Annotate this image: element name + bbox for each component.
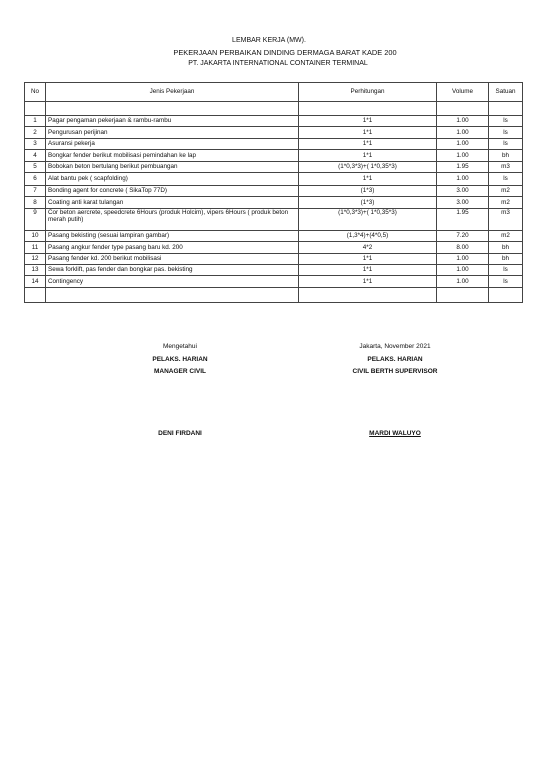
table-cell: 7.20: [437, 230, 489, 241]
table-cell: 1*1: [299, 253, 437, 264]
table-cell: Pasang fender kd. 200 berikut mobilisasi: [46, 253, 299, 264]
left-position: MANAGER CIVIL: [154, 368, 206, 375]
col-header-no: No: [25, 83, 46, 102]
right-signatory-name: MARDI WALUYO: [369, 430, 421, 437]
table-cell: 10: [25, 230, 46, 241]
table-cell: m2: [489, 197, 523, 208]
right-position: CIVIL BERTH SUPERVISOR: [352, 368, 438, 375]
table-cell: 11: [25, 242, 46, 253]
table-cell: ls: [489, 127, 523, 138]
table-header-row: [25, 83, 523, 102]
table-cell: 13: [25, 264, 46, 275]
table-cell: 1*1: [299, 127, 437, 138]
table-row: [25, 242, 523, 253]
table-row: [25, 230, 523, 241]
table-cell: 3.00: [437, 185, 489, 196]
table-cell: bh: [489, 253, 523, 264]
table-cell: (1*3): [299, 185, 437, 196]
table-cell: m3: [489, 161, 523, 172]
table-cell: 9: [25, 208, 46, 230]
right-caption: Jakarta, November 2021: [359, 343, 431, 350]
table-cell: 4*2: [299, 242, 437, 253]
table-row: [25, 127, 523, 138]
table-cell: 2: [25, 127, 46, 138]
table-cell: 5: [25, 161, 46, 172]
table-cell: 1.00: [437, 253, 489, 264]
table-cell: 1.00: [437, 172, 489, 185]
project-title: PEKERJAAN PERBAIKAN DINDING DERMAGA BARAT KADE 200: [173, 48, 397, 57]
table-cell: [46, 287, 299, 302]
table-cell: Bongkar fender berikut mobilisasi pemindahan ke lap: [46, 150, 299, 161]
table-cell: 1*1: [299, 116, 437, 127]
table-cell: Contingency: [46, 276, 299, 287]
table-cell: m3: [489, 208, 523, 230]
table-cell: 6: [25, 172, 46, 185]
table-row: [25, 138, 523, 149]
col-header-job: Jenis Pekerjaan: [46, 83, 299, 102]
col-header-volume: Volume: [437, 83, 489, 102]
table-cell: 1*1: [299, 264, 437, 275]
table-cell: ls: [489, 276, 523, 287]
table-cell: ls: [489, 264, 523, 275]
table-cell: Cor beton aercrete, speedcrete 6Hours (produk Holcim), vipers 6Hours ( produk beton merah putih): [46, 208, 299, 230]
work-items-table: [24, 82, 523, 303]
left-caption: Mengetahui: [163, 343, 197, 350]
table-row: [25, 208, 523, 230]
table-cell: 1.00: [437, 116, 489, 127]
table-cell: bh: [489, 150, 523, 161]
table-cell: 1.00: [437, 138, 489, 149]
col-header-unit: Satuan: [489, 83, 523, 102]
left-role: PELAKS. HARIAN: [152, 356, 208, 363]
table-cell: 1*1: [299, 172, 437, 185]
table-cell: Bonding agent for concrete ( SikaTop 77D): [46, 185, 299, 196]
spacer-row: [25, 102, 523, 116]
table-cell: ls: [489, 116, 523, 127]
table-cell: [25, 287, 46, 302]
table-cell: (1*0,3*3)+( 1*0,35*3): [299, 161, 437, 172]
table-cell: Pasang angkur fender type pasang baru kd. 200: [46, 242, 299, 253]
table-cell: Sewa forklift, pas fender dan bongkar pas. bekisting: [46, 264, 299, 275]
table-cell: [46, 102, 299, 116]
table-row: [25, 264, 523, 275]
table-cell: [437, 102, 489, 116]
left-signatory-name: DENI FIRDANI: [158, 430, 202, 437]
right-role: PELAKS. HARIAN: [367, 356, 423, 363]
table-cell: 1*1: [299, 150, 437, 161]
table-row: [25, 150, 523, 161]
table-cell: 1.00: [437, 127, 489, 138]
table-cell: 1.00: [437, 150, 489, 161]
spacer-row: [25, 287, 523, 302]
company-name: PT. JAKARTA INTERNATIONAL CONTAINER TERMINAL: [188, 60, 368, 67]
table-cell: 1.00: [437, 264, 489, 275]
table-cell: Coating anti karat tulangan: [46, 197, 299, 208]
table-cell: Bobokan beton bertulang berikut pembuangan: [46, 161, 299, 172]
table-row: [25, 276, 523, 287]
table-cell: 8: [25, 197, 46, 208]
table-cell: Pengurusan perijinan: [46, 127, 299, 138]
table-cell: [299, 102, 437, 116]
table-cell: ls: [489, 138, 523, 149]
table-cell: 1.95: [437, 161, 489, 172]
table-cell: [489, 287, 523, 302]
table-cell: 3.00: [437, 197, 489, 208]
table-cell: 1.95: [437, 208, 489, 230]
table-row: [25, 172, 523, 185]
table-cell: (1*0,3*3)+( 1*0,35*3): [299, 208, 437, 230]
table-cell: [437, 287, 489, 302]
table-cell: [489, 102, 523, 116]
table-cell: [25, 102, 46, 116]
table-cell: ls: [489, 172, 523, 185]
table-row: [25, 116, 523, 127]
table-row: [25, 197, 523, 208]
table-cell: (1,3*4)+(4*0,5): [299, 230, 437, 241]
table-row: [25, 253, 523, 264]
table-cell: 1*1: [299, 276, 437, 287]
table-row: [25, 161, 523, 172]
table-cell: 1*1: [299, 138, 437, 149]
table-cell: 7: [25, 185, 46, 196]
document-title: LEMBAR KERJA (MW).: [232, 37, 306, 44]
table-cell: 4: [25, 150, 46, 161]
table-cell: bh: [489, 242, 523, 253]
table-cell: 12: [25, 253, 46, 264]
table-cell: Alat bantu pek ( scapfolding): [46, 172, 299, 185]
table-cell: 14: [25, 276, 46, 287]
table-cell: 3: [25, 138, 46, 149]
table-cell: (1*3): [299, 197, 437, 208]
table-cell: 1: [25, 116, 46, 127]
table-cell: m2: [489, 230, 523, 241]
table-cell: Pasang bekisting (sesuai lampiran gambar): [46, 230, 299, 241]
table-cell: 1.00: [437, 276, 489, 287]
col-header-calc: Perhitungan: [299, 83, 437, 102]
table-cell: Asuransi pekerja: [46, 138, 299, 149]
table-cell: m2: [489, 185, 523, 196]
table-cell: 8.00: [437, 242, 489, 253]
table-cell: Pagar pengaman pekerjaan & rambu-rambu: [46, 116, 299, 127]
table-cell: [299, 287, 437, 302]
table-row: [25, 185, 523, 196]
